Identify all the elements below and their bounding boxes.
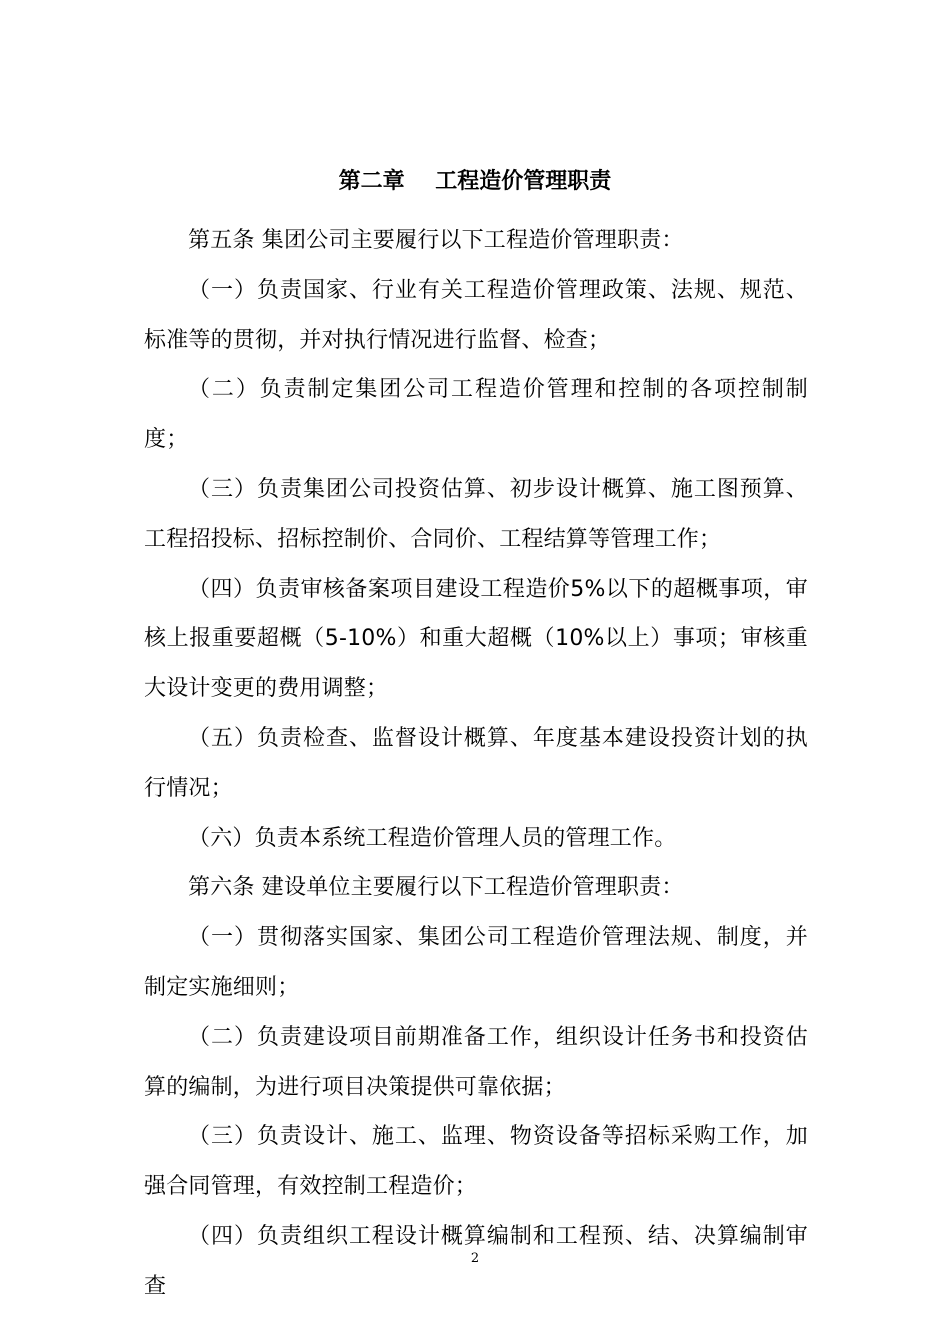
paragraph-article-5: 第五条 集团公司主要履行以下工程造价管理职责： xyxy=(188,228,684,253)
paragraph-article-6-item-2: （二）负责建设项目前期准备工作，组织设计任务书和投资估算的编制，为进行项目决策提供可靠依据； xyxy=(144,1024,808,1100)
paragraph-article-5-item-5: （五）负责检查、监督设计概算、年度基本建设投资计划的执行情况； xyxy=(144,725,808,801)
paragraph-article-5-item-6: （六）负责本系统工程造价管理人员的管理工作。 xyxy=(188,825,677,851)
paragraph-article-5-item-3: （三）负责集团公司投资估算、初步设计概算、施工图预算、工程招投标、招标控制价、合同价、工程结算等管理工作； xyxy=(144,476,808,552)
paragraph-article-6-item-4: （四）负责组织工程设计概算编制和工程预、结、决算编制审查 xyxy=(144,1223,808,1299)
paragraph-article-6: 第六条 建设单位主要履行以下工程造价管理职责： xyxy=(188,875,684,901)
paragraph-article-5-item-2: （二）负责制定集团公司工程造价管理和控制的各项控制制度； xyxy=(144,377,808,453)
document-body xyxy=(144,216,808,1312)
paragraph-article-6-item-1: （一）贯彻落实国家、集团公司工程造价管理法规、制度，并制定实施细则； xyxy=(144,925,808,1000)
paragraph-article-5-item-1: （一）负责国家、行业有关工程造价管理政策、法规、规范、标准等的贯彻，并对执行情况进行监督、检查； xyxy=(144,277,808,353)
chapter-title: 第二章 工程造价管理职责 xyxy=(338,169,612,194)
page-number: 2 xyxy=(470,1251,480,1266)
paragraph-article-6-item-3: （三）负责设计、施工、监理、物资设备等招标采购工作，加强合同管理，有效控制工程造价； xyxy=(144,1124,808,1200)
paragraph-article-5-item-4: （四）负责审核备案项目建设工程造价5%以下的超概事项，审核上报重要超概（5-10%）和重大超概（10%以上）事项；审核重大设计变更的费用调整； xyxy=(144,576,808,702)
